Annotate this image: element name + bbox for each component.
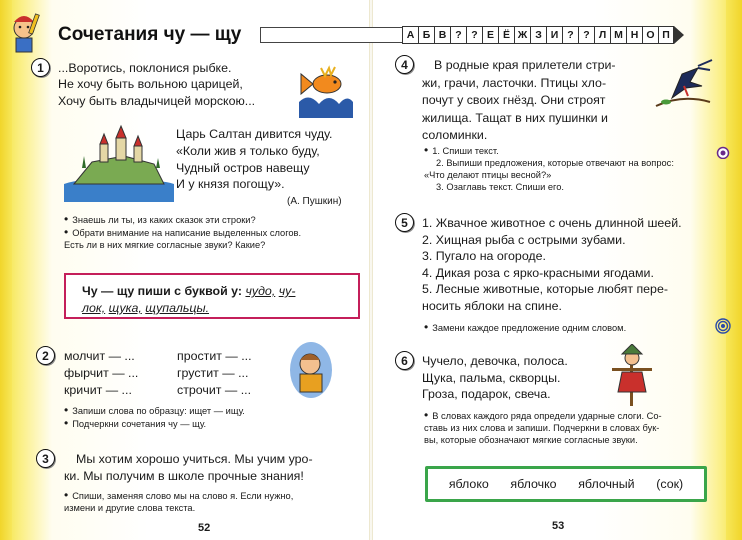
text-line: Не хочу быть вольною царицей, — [58, 77, 243, 92]
boy-mascot-icon — [4, 6, 44, 56]
text-line: В родные края прилетели стри- — [434, 58, 616, 72]
alphabet-letter: А — [402, 26, 418, 44]
alphabet-letter: ? — [466, 26, 482, 44]
exercise-6-tasks — [424, 409, 716, 446]
task-line: • Знаешь ли ты, из каких сказок эти строки? — [64, 213, 360, 226]
scarecrow-illustration-icon — [610, 344, 654, 406]
exercise-1-text — [58, 60, 255, 109]
word-family-item: яблоко — [448, 477, 489, 491]
task-line: Есть ли в них мягкие согласные звуки? Какие? — [64, 240, 266, 250]
exercise-number: 4 — [395, 55, 414, 74]
alphabet-letter: З — [530, 26, 546, 44]
poem-line: И у князя погощу». — [176, 177, 285, 192]
text-line: жилища. Тащат в них пушинки и — [422, 110, 608, 125]
exercise-2-tasks — [64, 404, 245, 430]
task-line: • Замени каждое предложение одним словом. — [424, 321, 626, 334]
word-pair: молчит — ... — [64, 349, 135, 363]
word-row: Гроза, подарок, свеча. — [422, 387, 551, 402]
riddle-line: носить яблоки на спине. — [422, 298, 562, 313]
poem-line: Чудный остров навещу — [176, 160, 310, 175]
alphabet-strip — [402, 26, 684, 44]
word-row: Щука, пальма, скворцы. — [422, 370, 561, 385]
page-number: 53 — [552, 520, 565, 532]
alphabet-letter: ? — [578, 26, 594, 44]
alphabet-letter: П — [658, 26, 674, 44]
rule-example: щука, — [108, 301, 142, 315]
task-line: измени и другие слова текста. — [64, 503, 196, 513]
rule-example: лок, — [82, 301, 106, 315]
right-margin-stripe — [726, 0, 742, 540]
exercise-1-tasks — [64, 213, 360, 251]
exercise-6-text — [422, 353, 568, 403]
word-pair: простит — ... — [177, 349, 252, 363]
exercise-2-col2 — [177, 348, 252, 399]
alphabet-letter: Ё — [498, 26, 514, 44]
word-family-item: яблочко — [510, 477, 557, 491]
riddle-line: 2. Хищная рыба с острыми зубами. — [422, 232, 626, 247]
task-line: 2. Выпиши предложения, которые отвечают на вопрос: — [436, 158, 674, 168]
ink-pot-icon — [716, 145, 730, 159]
word-pair: грустит — ... — [177, 366, 249, 380]
word-family-item: (сок) — [656, 477, 684, 491]
exercise-4-tasks — [424, 144, 674, 193]
word-pair: фырчит — ... — [64, 366, 139, 380]
rule-example: щупальцы. — [145, 301, 210, 315]
rule-example: чу- — [278, 284, 296, 298]
text-line: почут у своих гнёзд. Они строят — [422, 93, 606, 108]
task-line: • 1. Спиши текст. — [424, 144, 674, 157]
word-pair: строчит — ... — [177, 383, 252, 397]
word-row: Чучело, девочка, полоса. — [422, 354, 568, 368]
exercise-number: 6 — [395, 351, 414, 370]
boy-portrait-illustration-icon — [288, 340, 334, 400]
poem-author: (А. Пушкин) — [287, 196, 342, 207]
alphabet-bar-track — [260, 27, 402, 43]
alphabet-letter: Н — [626, 26, 642, 44]
exercise-2-col1 — [64, 348, 138, 399]
book-spine — [369, 0, 373, 540]
poem-line: «Коли жив я только буду, — [176, 143, 320, 158]
word-pair: кричит — ... — [64, 383, 132, 397]
task-line: • Запиши слова по образцу: ищет — ищу. — [64, 404, 245, 417]
alphabet-letter: ? — [562, 26, 578, 44]
riddle-line: 4. Дикая роза с ярко-красными ягодами. — [422, 265, 654, 280]
goldfish-illustration-icon — [295, 62, 355, 118]
text-line: ...Воротись, поклонися рыбке. — [58, 61, 232, 75]
text-line: Хочу быть владычицей морскою... — [58, 93, 256, 108]
alphabet-letter: ? — [450, 26, 466, 44]
text-line: ки. Мы получим в школе прочные знания! — [64, 469, 304, 483]
task-line: • Спиши, заменяя слово мы на слово я. Если нужно, — [64, 489, 364, 502]
poem-block — [176, 126, 332, 193]
arrow-right-icon — [674, 26, 684, 44]
alphabet-letter: М — [610, 26, 626, 44]
island-castle-illustration-icon — [64, 122, 174, 202]
riddle-line: 1. Жвачное животное с очень длинной шеей. — [422, 216, 682, 230]
word-family-item: яблочный — [578, 477, 635, 491]
alphabet-letter: Ж — [514, 26, 530, 44]
exercise-number: 5 — [395, 213, 414, 232]
word-family-box — [425, 466, 707, 502]
rule-box — [64, 273, 360, 319]
text-line: Мы хотим хорошо учиться. Мы учим уро- — [76, 452, 313, 466]
exercise-3-text — [64, 451, 313, 485]
alphabet-letter: Е — [482, 26, 498, 44]
riddle-line: 3. Пугало на огороде. — [422, 249, 546, 264]
page-number: 52 — [198, 522, 211, 534]
spiral-icon — [715, 318, 731, 334]
page-title: Сочетания чу — щу — [58, 24, 242, 45]
alphabet-letter: О — [642, 26, 658, 44]
task-line: • В словах каждого ряда определи ударные слоги. Со- — [424, 409, 716, 422]
exercise-5-text — [422, 215, 682, 315]
text-line: соломинки. — [422, 128, 488, 143]
poem-line: Царь Салтан дивится чуду. — [176, 127, 333, 141]
task-line: • Обрати внимание на написание выделенных слогов. — [64, 226, 360, 239]
alphabet-letter: Л — [594, 26, 610, 44]
exercise-number: 3 — [36, 449, 55, 468]
task-line: 3. Озаглавь текст. Спиши его. — [436, 182, 564, 192]
alphabet-letter: И — [546, 26, 562, 44]
swallow-bird-illustration-icon — [652, 56, 714, 112]
exercise-number: 2 — [36, 346, 55, 365]
task-line: вы, которые обозначают мягкие согласные звуки. — [424, 435, 638, 445]
rule-text: Чу — щу пиши с буквой у: — [82, 284, 243, 298]
riddle-line: 5. Лесные животные, которые любят пере- — [422, 282, 668, 297]
rule-example: чудо, — [245, 284, 276, 298]
exercise-3-tasks — [64, 489, 364, 514]
task-line: «Что делают птицы весной?» — [424, 170, 552, 180]
exercise-4-text — [422, 57, 616, 145]
alphabet-letter: В — [434, 26, 450, 44]
exercise-number: 1 — [31, 58, 50, 77]
alphabet-letter: Б — [418, 26, 434, 44]
exercise-5-task — [424, 321, 626, 334]
left-margin-stripe — [0, 0, 12, 540]
task-line: • Подчеркни сочетания чу — щу. — [64, 417, 245, 430]
text-line: жи, грачи, ласточки. Птицы хло- — [422, 75, 607, 90]
task-line: ставь из них слова и запиши. Подчеркни в словах бук- — [424, 423, 660, 433]
